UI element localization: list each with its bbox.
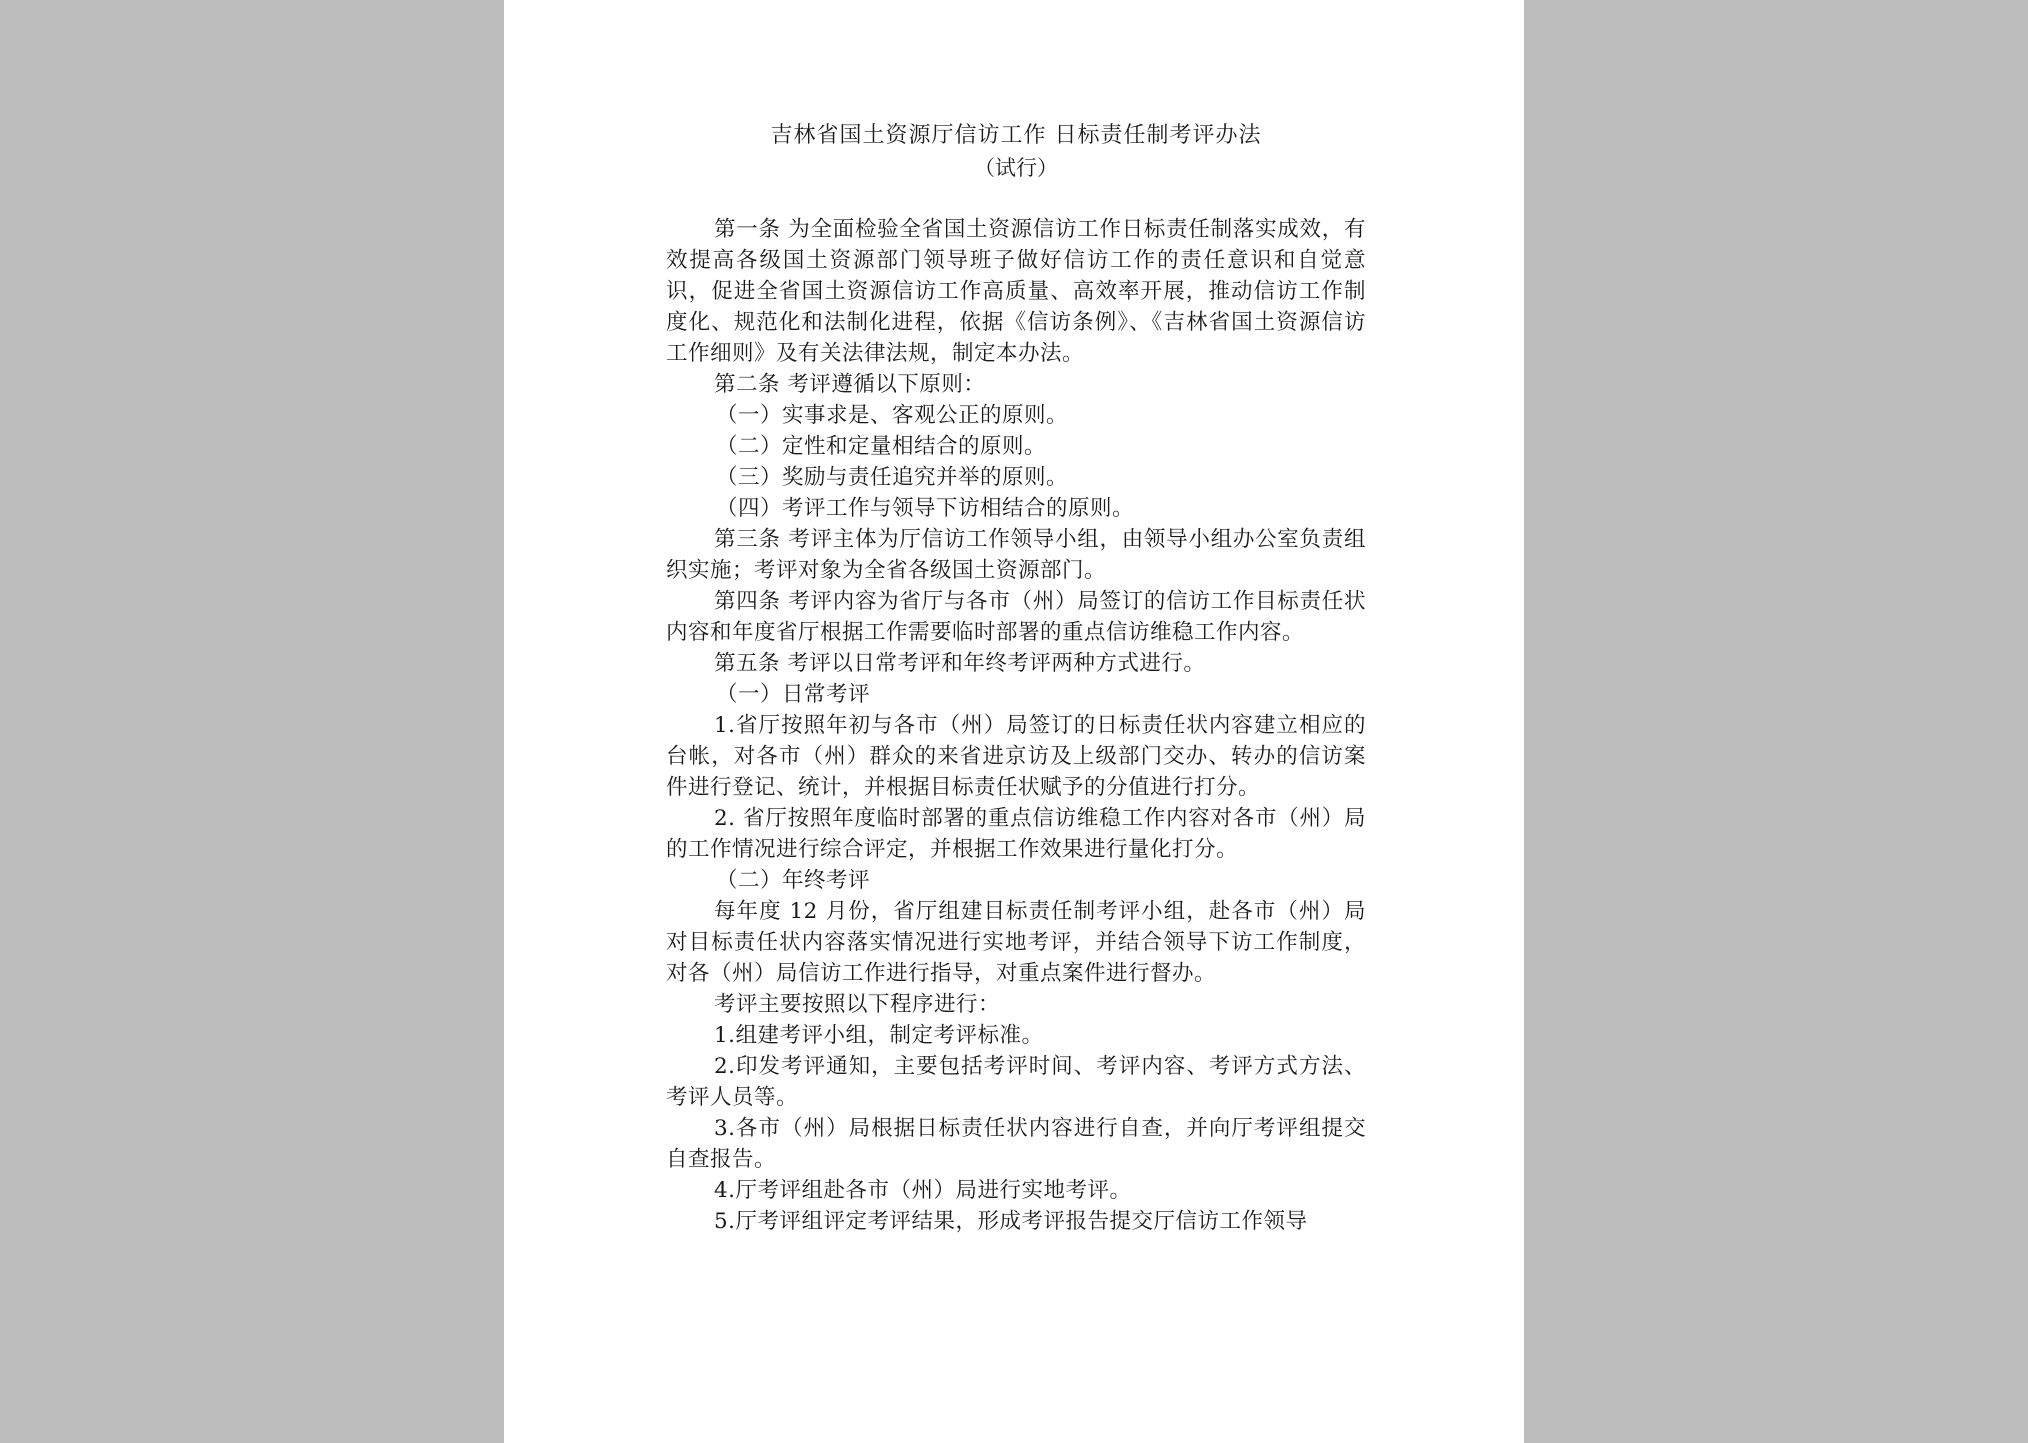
- section-heading: （二）年终考评: [716, 868, 871, 893]
- document-body: [666, 120, 1366, 1237]
- body-paragraph: 每年度 12 月份，省厅组建目标责任制考评小组，赴各市（州）局对目标责任状内容落实情况进行实地考评，并结合领导下访工作制度，对各（州）局信访工作进行指导，对重点案件进行督办。: [666, 899, 1366, 986]
- body-paragraph: 考评主要按照以下程序进行：: [714, 992, 1001, 1017]
- article-5: 第五条 考评以日常考评和年终考评两种方式进行。: [714, 651, 1206, 676]
- document-page: [504, 0, 1524, 1443]
- document-subtitle: （试行）: [974, 156, 1058, 180]
- section-heading: （一）日常考评: [716, 682, 871, 707]
- article-3: 第三条 考评主体为厅信访工作领导小组，由领导小组办公室负责组织实施；考评对象为全省各级国土资源部门。: [666, 527, 1366, 583]
- principle-item: （三）奖励与责任追究并举的原则。: [716, 465, 1069, 490]
- list-item: 4.厅考评组赴各市（州）局进行实地考评。: [714, 1178, 1132, 1203]
- article-1: 第一条 为全面检验全省国土资源信访工作日标责任制落实成效，有效提高各级国土资源部门领导班子做好信访工作的责任意识和自觉意识，促进全省国土资源信访工作高质量、高效率开展，推动信访工作制度化、规范化和法制化进程，依据《信访条例》、《吉林省国土资源信访工作细则》及有关法律法规，制定本办法。: [666, 217, 1366, 366]
- list-item: 2. 省厅按照年度临时部署的重点信访维稳工作内容对各市（州）局的工作情况进行综合评定，并根据工作效果进行量化打分。: [666, 806, 1366, 862]
- principle-item: （一）实事求是、客观公正的原则。: [716, 403, 1069, 428]
- principle-item: （二）定性和定量相结合的原则。: [716, 434, 1047, 459]
- document-title: 吉林省国土资源厅信访工作 日标责任制考评办法: [770, 123, 1262, 148]
- list-item: 1.组建考评小组，制定考评标准。: [714, 1023, 1044, 1048]
- article-2: 第二条 考评遵循以下原则：: [714, 372, 986, 397]
- list-item: 2.印发考评通知，主要包括考评时间、考评内容、考评方式方法、考评人员等。: [666, 1054, 1366, 1110]
- list-item: 1.省厅按照年初与各市（州）局签订的日标责任状内容建立相应的台帐，对各市（州）群众的来省进京访及上级部门交办、转办的信访案件进行登记、统计，并根据目标责任状赋予的分值进行打分。: [666, 713, 1366, 800]
- list-item: 3.各市（州）局根据日标责任状内容进行自查，并向厅考评组提交自查报告。: [666, 1116, 1366, 1172]
- principle-item: （四）考评工作与领导下访相结合的原则。: [716, 496, 1135, 521]
- article-4: 第四条 考评内容为省厅与各市（州）局签订的信访工作目标责任状内容和年度省厅根据工作需要临时部署的重点信访维稳工作内容。: [666, 589, 1366, 645]
- list-item: 5.厅考评组评定考评结果，形成考评报告提交厅信访工作领导: [714, 1209, 1308, 1234]
